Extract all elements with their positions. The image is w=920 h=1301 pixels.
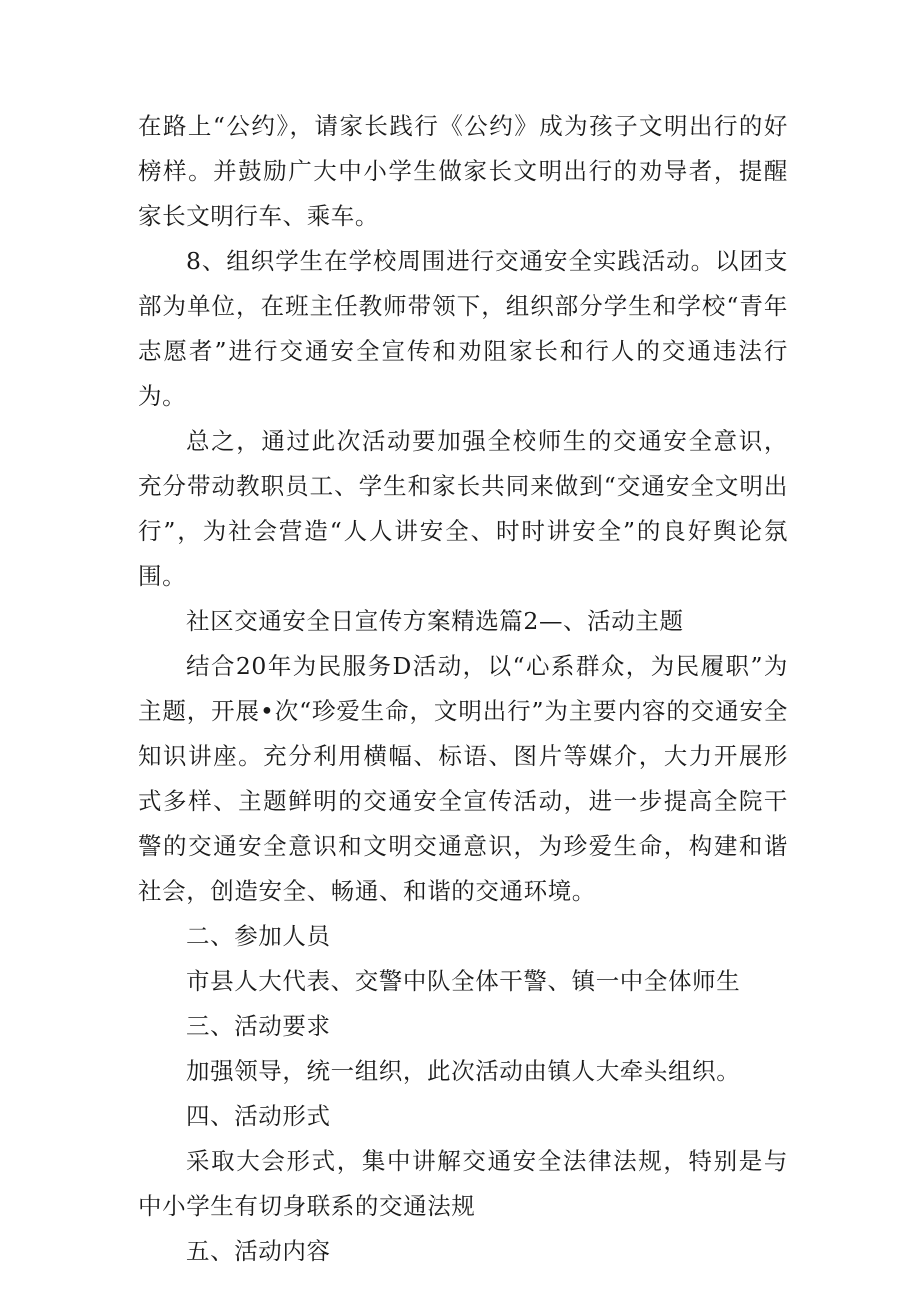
section-title-plan-2: 社区交通安全日宣传方案精选篇2—、活动主题: [186, 607, 684, 635]
paragraph-theme: 结合20年为民服务D活动，以“心系群众，为民履职”为主题，开展•次“珍爱生命，文明出行”为主要内容的交通安全知识讲座。充分利用横幅、标语、图片等媒介，大力开展形式多样、主题鲜明的交通安全宣传活动，进一步提高全院干警的交通安全意识和文明交通意识，为珍爱生命，构建和谐社会，创造安全、畅通、和谐的交通环境。: [138, 652, 788, 905]
heading-requirements: 三、活动要求: [186, 1012, 331, 1040]
heading-participants: 二、参加人员: [186, 922, 331, 950]
paragraph-pledge-continued: 在路上“公约》，请家长践行《公约》成为孩子文明出行的好榜样。并鼓励广大中小学生做家长文明出行的劝导者，提醒家长文明行车、乘车。: [138, 112, 788, 230]
heading-content: 五、活动内容: [186, 1237, 331, 1265]
paragraph-requirements: 加强领导，统一组织，此次活动由镇人大牵头组织。: [186, 1057, 741, 1085]
paragraph-summary: 总之，通过此次活动要加强全校师生的交通安全意识，充分带动教职员工、学生和家长共同来做到“交通安全文明出行”，为社会营造“人人讲安全、时时讲安全”的良好舆论氛围。: [138, 427, 788, 590]
document-body: [138, 104, 788, 1274]
paragraph-format: 采取大会形式，集中讲解交通安全法律法规，特别是与中小学生有切身联系的交通法规: [138, 1147, 788, 1220]
heading-format: 四、活动形式: [186, 1102, 331, 1130]
paragraph-item-8: 8、组织学生在学校周围进行交通安全实践活动。以团支部为单位，在班主任教师带领下，组织部分学生和学校“青年志愿者”进行交通安全宣传和劝阻家长和行人的交通违法行为。: [138, 247, 788, 410]
paragraph-participants: 市县人大代表、交警中队全体干警、镇一中全体师生: [186, 967, 741, 995]
